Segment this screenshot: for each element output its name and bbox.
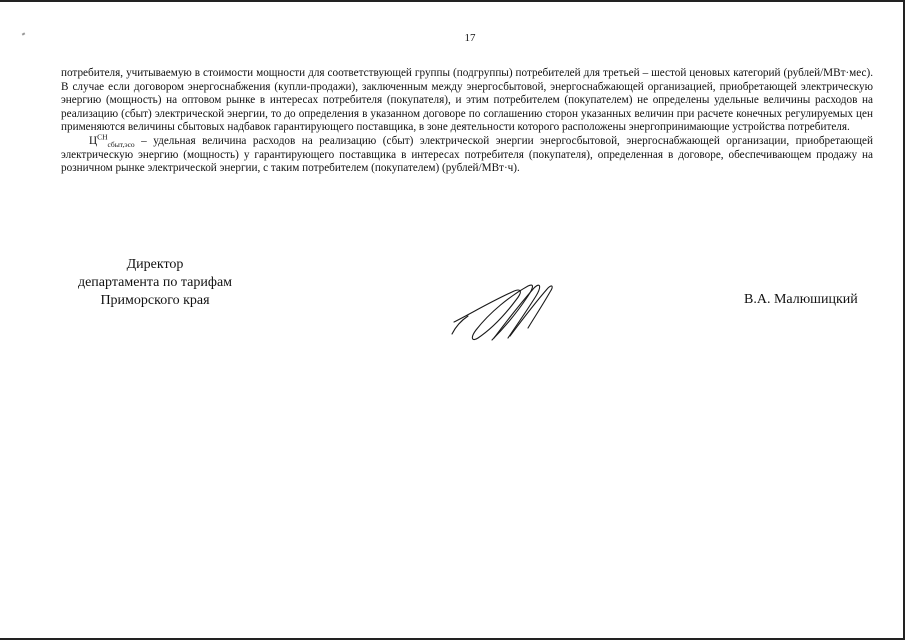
symbol-superscript: СН	[97, 132, 108, 142]
paragraph-2	[61, 132, 873, 176]
paragraph-2-text: – удельная величина расходов на реализацию (сбыт) электрической энергии энергосбытовой, энергоснабжающей организации, приобретающей электрическую энергию (мощность) у гарантирующего поставщика в интересах потребителя (покупателя), определенная в договоре, обеспечивающем продажу на розничном рынке электрической энергии, с таким потребителем (покупателем) (рублей/МВт·ч).	[61, 134, 873, 175]
signatory-region: Приморского края	[100, 293, 210, 308]
page-number: 17	[464, 32, 476, 44]
paragraph-1: потребителя, учитываемую в стоимости мощности для соответствующей группы (подгруппы) потребителей для третьей – шестой ценовых категорий (рублей/МВт·мес). В случае если договором энергоснабжения (купли-продажи), заключенным между энергосбытовой, энергоснабжающей организацией, приобретающей электрическую энергию (мощность) на оптовом рынке в интересах потребителя (покупателя), и этим потребителем (покупателем) не определены удельные величины расходов на реализацию (сбыт) электрической энергии, то до определения в указанном договоре по соглашению сторон указанных величин при расчете конечных регулируемых цен применяются величины сбытовых надбавок гарантирующего поставщика, в зоне деятельности которого расположены энергопринимающие устройства потребителя.	[61, 67, 873, 134]
symbol-subscript: сбыт,эсо	[107, 140, 135, 150]
formula-symbol	[89, 132, 135, 150]
document-body	[61, 67, 873, 176]
signatory-name: В.А. Малюшицкий	[744, 292, 858, 307]
signatory-position: Директор	[126, 257, 184, 272]
signatory-department: департамента по тарифам	[77, 275, 233, 290]
page-border-top	[0, 0, 905, 2]
signatory-title	[60, 256, 250, 310]
symbol-base: Ц	[89, 134, 98, 147]
handwritten-signature	[450, 278, 560, 348]
